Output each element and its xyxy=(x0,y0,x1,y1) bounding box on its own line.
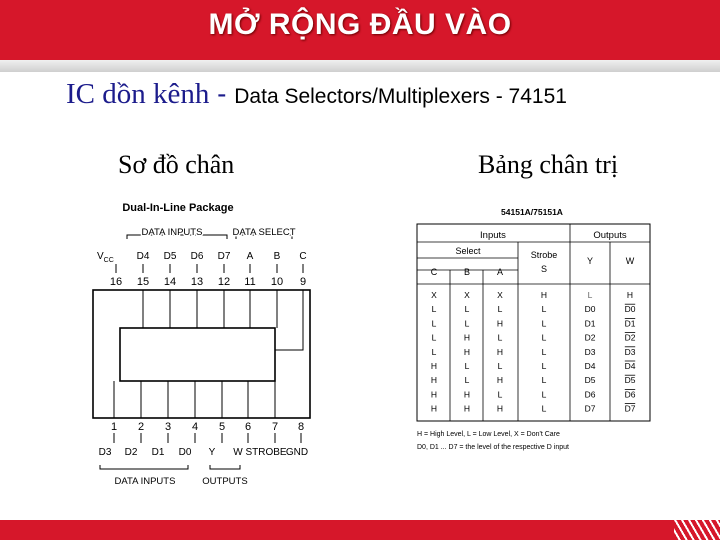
table-row xyxy=(432,304,636,314)
table-cell: H xyxy=(463,346,471,357)
table-cell: D3 xyxy=(584,346,596,357)
bottom-pin-label: D1 xyxy=(151,447,165,458)
table-cell: L xyxy=(541,304,547,315)
footer-band xyxy=(0,520,720,540)
table-cell: D0 xyxy=(584,304,596,315)
table-cell: D2 xyxy=(584,332,596,343)
column-header: W xyxy=(625,256,635,266)
table-cell: L xyxy=(497,332,503,343)
table-cell: D1 xyxy=(584,318,596,329)
column-header: B xyxy=(463,267,471,277)
title-underline xyxy=(0,60,720,72)
table-cell: D3 xyxy=(624,346,636,357)
table-cell: L xyxy=(464,361,470,371)
bottom-pin-label: Y xyxy=(208,447,216,458)
table-cell: D4 xyxy=(624,361,636,371)
table-cell: L xyxy=(541,332,547,343)
bottom-pin-label: D3 xyxy=(98,447,112,458)
table-row xyxy=(432,318,636,328)
table-cell: L xyxy=(497,361,503,371)
legend-note-2: D0, D1 ... D7 = the level of the respective D input xyxy=(417,444,569,451)
table-cell: H xyxy=(496,318,504,329)
top-data-inputs-label: DATA INPUTS xyxy=(141,227,203,238)
bottom-pin-label: GND xyxy=(285,447,309,458)
table-cell: L xyxy=(541,318,547,329)
bottom-pin-number: 5 xyxy=(218,421,226,433)
inputs-group-header: Inputs xyxy=(480,230,506,241)
bottom-pin-number: 3 xyxy=(164,421,172,433)
top-pin-label: D6 xyxy=(190,251,204,262)
vcc-label: $V_{CC}$ xyxy=(97,251,114,264)
top-pin-numbers xyxy=(110,276,306,288)
outputs-bracket xyxy=(210,465,240,469)
subtitle-dash: - xyxy=(209,78,235,109)
table-cell: X xyxy=(431,290,437,300)
bottom-pin-label: D2 xyxy=(124,447,138,458)
data-select-label: DATA SELECT xyxy=(232,227,296,238)
bottom-pin-number: 8 xyxy=(297,421,305,433)
table-cell: H xyxy=(430,403,438,414)
table-cell: L xyxy=(431,304,437,315)
table-row xyxy=(431,404,636,414)
top-pin-number: 10 xyxy=(270,276,284,288)
column-header: Y xyxy=(586,256,594,266)
subtitle-ic: IC dồn kênh xyxy=(66,78,210,110)
top-pin-number: 11 xyxy=(244,276,256,288)
table-cell: L xyxy=(541,346,547,357)
bottom-pin-label: STROBE xyxy=(245,447,287,458)
table-cell: H xyxy=(496,403,504,414)
top-pin-label: B xyxy=(273,251,281,262)
table-cell: L xyxy=(431,318,437,329)
table-cell: H xyxy=(540,290,548,300)
table-cell: L xyxy=(464,375,470,386)
table-cell: H xyxy=(463,403,471,414)
bottom-pin-label: W xyxy=(233,447,243,458)
top-pin-label: D5 xyxy=(163,251,177,262)
table-cell: H xyxy=(463,332,471,343)
table-cell: D6 xyxy=(624,389,636,400)
outputs-group-header: Outputs xyxy=(593,230,627,241)
table-cell: D5 xyxy=(584,375,596,386)
table-cell: D2 xyxy=(624,332,636,343)
bottom-pin-number: 6 xyxy=(244,421,252,433)
table-cell: L xyxy=(587,290,593,300)
package-title: Dual-In-Line Package xyxy=(122,202,234,214)
top-pin-number: 13 xyxy=(190,276,204,288)
table-cell: H xyxy=(496,375,504,386)
slide-title: MỞ RỘNG ĐẦU VÀO xyxy=(208,8,512,41)
subtitle-rest: Data Selectors/Multiplexers - 74151 xyxy=(234,85,567,108)
top-pin-label: D7 xyxy=(217,251,231,262)
table-cell: D0 xyxy=(624,304,636,315)
table-cell: H xyxy=(496,346,504,357)
table-cell: L xyxy=(464,304,470,315)
bottom-pin-number: 1 xyxy=(110,421,118,433)
table-cell: X xyxy=(497,290,503,300)
table-cell: H xyxy=(626,290,634,300)
table-cell: D5 xyxy=(624,375,636,386)
top-pin-label: C xyxy=(299,251,307,262)
strobe-s-header: S xyxy=(540,264,548,274)
table-cell: H xyxy=(430,361,438,371)
table-cell: H xyxy=(430,375,438,386)
top-pin-number: 14 xyxy=(163,276,177,288)
top-pin-label: D4 xyxy=(136,251,150,262)
top-pin-number: 9 xyxy=(299,276,307,288)
table-cell: D1 xyxy=(624,318,636,329)
column-header: A xyxy=(496,267,504,277)
bottom-pin-numbers xyxy=(111,421,304,433)
table-cell: L xyxy=(541,403,547,414)
table-cell: L xyxy=(431,332,437,343)
table-cell: D4 xyxy=(584,361,596,371)
truth-table xyxy=(410,200,660,455)
table-cell: L xyxy=(497,304,503,315)
table-row xyxy=(432,333,636,343)
bottom-pin-number: 2 xyxy=(137,421,145,433)
top-pin-number: 16 xyxy=(109,276,123,288)
footer-stripe xyxy=(674,520,720,540)
bottom-pin-number: 4 xyxy=(191,421,199,433)
top-pin-number: 15 xyxy=(136,276,150,288)
table-cell: D6 xyxy=(584,389,596,400)
table-cell: L xyxy=(541,389,547,400)
table-cell: H xyxy=(430,389,438,400)
table-row xyxy=(431,361,636,371)
table-cell: H xyxy=(463,389,471,400)
bottom-data-inputs-label: DATA INPUTS xyxy=(114,476,176,487)
table-row xyxy=(432,347,636,357)
strobe-header: Strobe xyxy=(530,250,558,260)
truth-table-rows xyxy=(431,290,636,414)
column-header: C xyxy=(430,267,438,277)
table-row xyxy=(431,389,636,399)
table-cell: X xyxy=(464,290,470,300)
table-row xyxy=(431,290,633,300)
table-cell: L xyxy=(541,375,547,386)
table-cell: L xyxy=(464,318,470,329)
top-pin-number: 12 xyxy=(217,276,231,288)
select-header: Select xyxy=(455,246,481,256)
table-cell: D7 xyxy=(624,403,636,414)
table-row xyxy=(431,375,636,385)
slide-subtitle xyxy=(66,78,567,111)
bottom-pin-label: D0 xyxy=(178,447,192,458)
title-bar xyxy=(0,0,720,60)
table-cell: L xyxy=(541,361,547,371)
mux-block xyxy=(120,328,275,381)
bottom-pin-labels xyxy=(99,447,309,458)
table-cell: D7 xyxy=(584,403,596,414)
bottom-data-bracket xyxy=(100,465,188,469)
part-number: 54151A/75151A xyxy=(501,207,563,217)
pinout-heading: Sơ đồ chân xyxy=(118,150,235,179)
table-cell: L xyxy=(497,389,503,400)
table-cell: L xyxy=(431,346,437,357)
pinout-diagram xyxy=(90,195,330,495)
truth-table-heading: Bảng chân trị xyxy=(478,150,619,179)
top-pin-label: A xyxy=(246,251,254,262)
legend-note-1: H = High Level, L = Low Level, X = Don't Care xyxy=(417,431,560,438)
bottom-pin-number: 7 xyxy=(271,421,279,433)
top-pin-labels xyxy=(137,251,307,262)
outputs-label: OUTPUTS xyxy=(202,476,248,487)
